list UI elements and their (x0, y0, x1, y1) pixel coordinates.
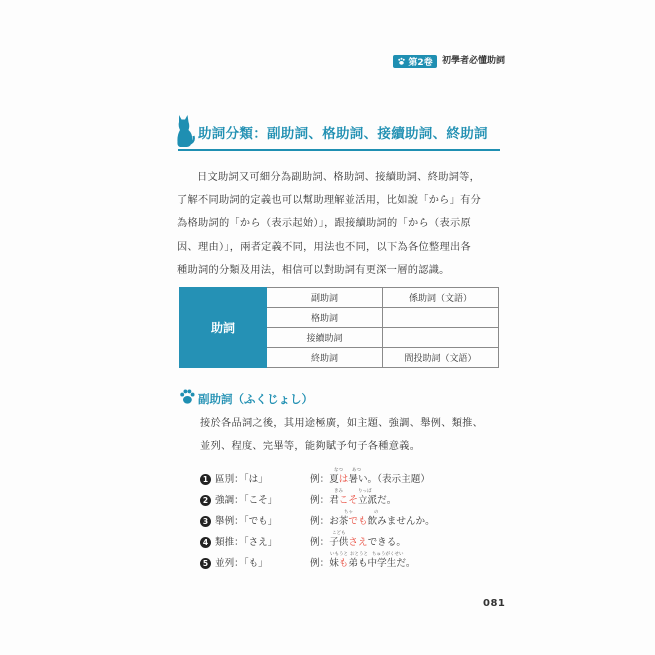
ruby-annotation: きみ (334, 489, 343, 494)
example-number: 3 (200, 516, 211, 527)
example-prefix: 例： (310, 516, 330, 527)
paragraph-line: 種助詞的分類及用法，相信可以對助詞有更深一層的認識。 (177, 264, 450, 276)
table-cell: 係助詞（文語） (383, 288, 499, 308)
ruby-annotation: の (374, 510, 379, 515)
example-row (200, 552, 500, 571)
example-label: 強調：「こそ」 (215, 495, 278, 506)
ruby-annotation: こども (332, 531, 346, 536)
paragraph-line: 為格助詞的「から（表示起始）」，跟接續助詞的「から（表示原 (177, 218, 471, 230)
table-cell (383, 308, 499, 328)
paragraph-line: 了解不同助詞的定義也可以幫助理解並活用，比如說「から」有分 (177, 195, 482, 207)
ruby-annotation: あつ (352, 468, 361, 473)
paragraph-line: 因、理由）」，兩者定義不同，用法也不同，以下為各位整理出各 (177, 241, 471, 253)
example-particle: さえ (348, 537, 368, 548)
table-cell: 終助詞 (267, 348, 383, 368)
example-label: 類推：「さえ」 (215, 537, 278, 548)
example-sentence (310, 473, 430, 487)
subsection-description (200, 413, 500, 458)
example-note: （表示主題） (377, 474, 430, 485)
example-prefix: 例： (310, 474, 330, 485)
ruby-annotation: りっぱ (358, 489, 372, 494)
table-cell (383, 328, 499, 348)
example-particle: も (338, 558, 349, 569)
example-sentence (310, 557, 416, 571)
example-row (200, 489, 500, 508)
page-number: 081 (483, 598, 506, 609)
example-prefix: 例： (310, 537, 330, 548)
chapter-title: 初學者必懂助詞 (442, 56, 506, 66)
example-row (200, 510, 500, 529)
example-word: 君 (329, 495, 339, 506)
ruby-annotation: おとうと (350, 552, 368, 557)
example-sentence (310, 515, 435, 529)
cat-icon (175, 111, 195, 149)
table-cell: 接續助詞 (267, 328, 383, 348)
example-particle: は (338, 474, 349, 485)
example-row (200, 531, 500, 550)
example-label: 並列：「も」 (215, 558, 268, 569)
example-number: 1 (200, 474, 211, 485)
table-cell: 格助詞 (267, 308, 383, 328)
title-divider (178, 149, 500, 151)
ruby-annotation: ちゅうがくせい (372, 552, 404, 557)
example-word: 夏 (329, 474, 339, 485)
example-rest: 弟も中学生だ。 (348, 558, 416, 569)
example-rest: 飲みませんか。 (367, 516, 435, 527)
ruby-annotation: ちゃ (344, 510, 353, 515)
example-number: 5 (200, 558, 211, 569)
example-prefix: 例： (310, 558, 330, 569)
example-label: 區別：「は」 (215, 474, 268, 485)
example-word: 妹 (329, 558, 339, 569)
example-word: お茶 (329, 516, 349, 527)
paragraph-line: 日文助詞又可細分為副助詞、格助詞、接續助詞、終助詞等， (197, 172, 481, 183)
intro-paragraph (177, 166, 497, 282)
example-word: 子供 (329, 537, 349, 548)
section-title: 助詞分類：副助詞、格助詞、接續助詞、終助詞 (198, 126, 488, 142)
example-label: 舉例：「でも」 (215, 516, 278, 527)
example-prefix: 例： (310, 495, 330, 506)
ruby-annotation: いもうと (330, 552, 348, 557)
example-particle: でも (348, 516, 368, 527)
example-sentence (310, 536, 406, 550)
example-rest: 暑い。 (348, 474, 378, 485)
example-number: 2 (200, 495, 211, 506)
ruby-annotation: なつ (334, 468, 343, 473)
description-line: 接於各品詞之後，其用途極廣，如主題、強調、舉例、類推、 (200, 418, 484, 429)
chapter-badge-label: 第2卷 (408, 58, 433, 68)
example-rest: できる。 (367, 537, 406, 548)
particle-classification-table (179, 287, 499, 368)
table-cell: 間投助詞（文語） (383, 348, 499, 368)
table-cell: 副助詞 (267, 288, 383, 308)
paw-icon (179, 389, 195, 405)
table-head-cell: 助詞 (180, 288, 267, 368)
example-number: 4 (200, 537, 211, 548)
description-line: 並列、程度、完畢等，能夠賦予句子各種意義。 (200, 440, 421, 452)
example-rest: 立派だ。 (357, 495, 397, 506)
table-row (180, 288, 499, 308)
example-sentence (310, 494, 396, 508)
chapter-badge (393, 55, 437, 68)
subsection-title: 副助詞（ふくじょし） (198, 392, 313, 406)
example-particle: こそ (338, 495, 358, 506)
paw-icon (397, 57, 406, 66)
example-row (200, 468, 500, 487)
